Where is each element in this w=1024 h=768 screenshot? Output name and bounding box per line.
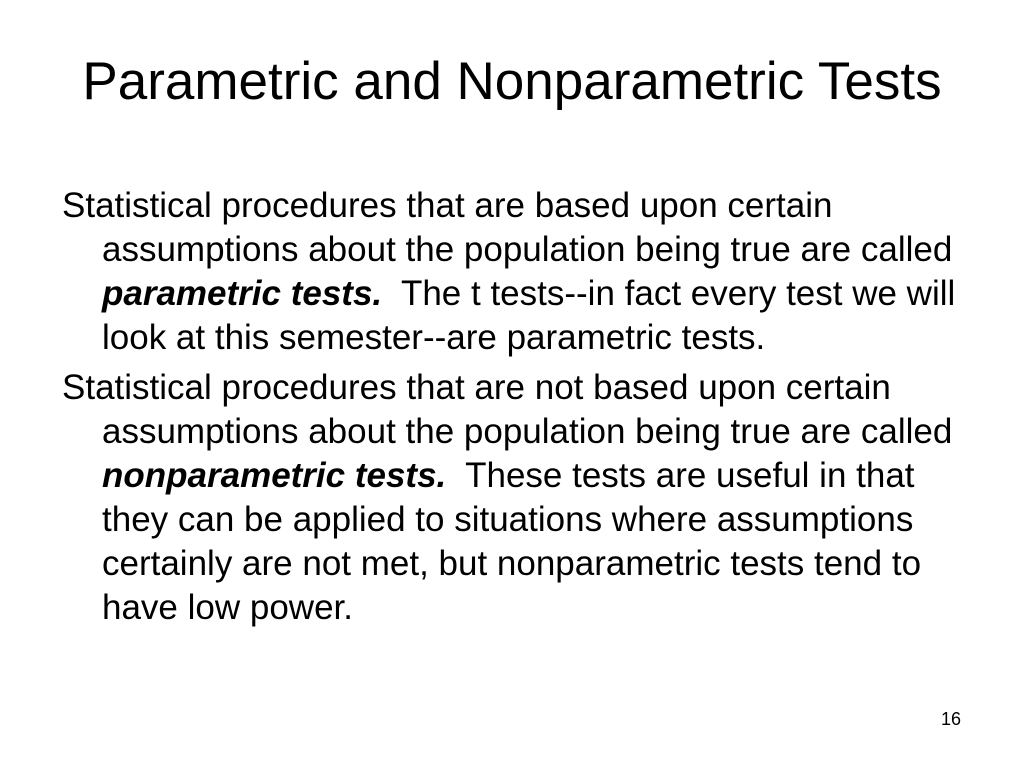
paragraph-parametric <box>62 184 972 360</box>
slide-number: 16 <box>940 709 961 729</box>
term-nonparametric-tests: nonparametric tests. <box>102 456 447 495</box>
paragraph-text: Statistical procedures that are based upon certain assumptions about the population being true are called <box>62 186 953 269</box>
paragraph-nonparametric <box>62 366 972 630</box>
paragraph-text: Statistical procedures that are not based upon certain assumptions about the population being true are called <box>62 368 953 451</box>
slide-body <box>62 184 972 636</box>
slide-title: Parametric and Nonparametric Tests <box>82 52 942 111</box>
paragraph-text: The t tests--in fact every test we will look at this semester--are parametric tests. <box>102 274 966 357</box>
term-parametric-tests: parametric tests. <box>102 274 383 313</box>
paragraph-text: These tests are useful in that they can be applied to situations where assumptions certainly are not met, but nonparametric tests tend to have low power. <box>102 456 931 627</box>
